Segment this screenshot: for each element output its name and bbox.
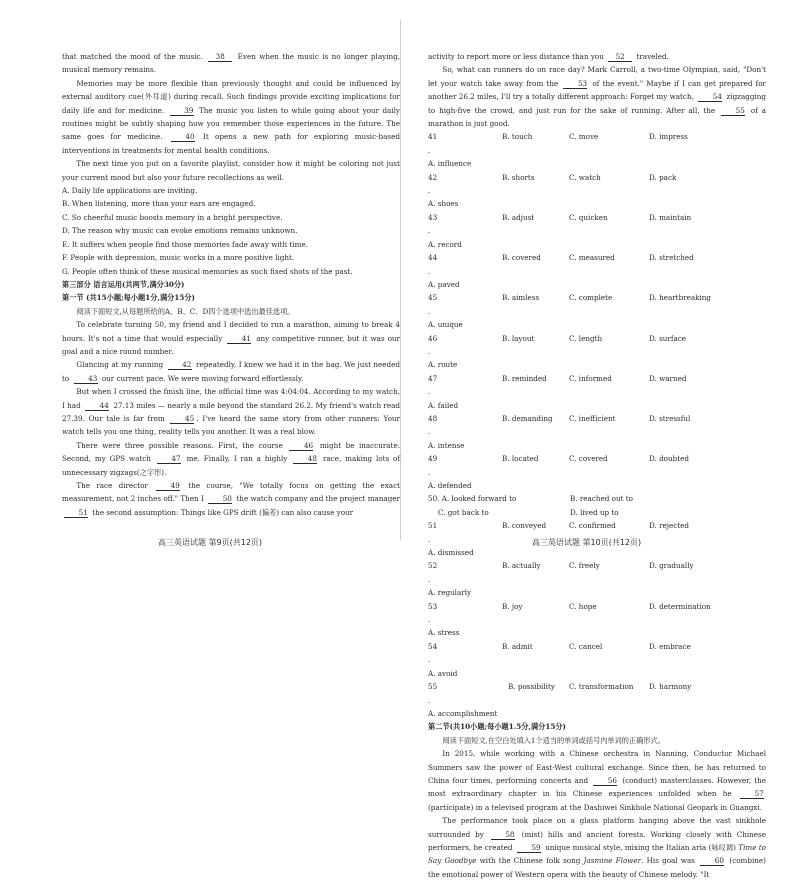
blank-38: 38 <box>208 52 232 62</box>
blank-57: 57 <box>740 789 764 799</box>
page-footer-left: 高三英语试题 第9页(共12页) <box>158 538 263 547</box>
blank-49: 49 <box>156 481 180 491</box>
page-9-column <box>62 50 400 519</box>
blank-40: 40 <box>171 132 195 142</box>
sentence-options <box>62 184 400 278</box>
blank-60: 60 <box>700 856 724 866</box>
question-row: 51 . A. dismissed B. conveyed C. confirmed D. rejected <box>428 521 690 558</box>
section-heading: 第一节 (共15小题;每小题1分,满分15分) <box>62 293 195 303</box>
blank-50: 50 <box>208 494 232 504</box>
cloze-paragraph: Glancing at my running 42 repeatedly, I knew we had it in the bag. We just needed to 43 our current pace. We were moving forward effortlessly. <box>62 360 401 383</box>
blank-48: 48 <box>293 454 317 464</box>
cloze-paragraph: There were three possible reasons. First, the course 46 might be inaccurate. Second, my GPS watch 47 me. Finally, I ran a highly 48 race, making lots of unnecessary zigzags(之字形). <box>62 440 400 477</box>
option-item: F. People with depression, music works in a more positive light. <box>62 253 295 263</box>
option-item: B. When listening, more than your ears are engaged. <box>62 199 256 209</box>
grammar-paragraph: The performance took place on a glass platform hanging above the vast sinkhole surrounded by 58 (mist) hills and ancient forests. Working closely with Chinese performers, he created 59 unique musical style, mixing the Italian aria (咏叹调) Time to Say Goodbye with the Chinese folk song Jasmine Flower. His goal was 60 (combine) the emotional power of Western opera with the beauty of Chinese melody. "It <box>428 816 767 879</box>
blank-43: 43 <box>74 374 98 384</box>
blank-39: 39 <box>170 106 194 116</box>
blank-59: 59 <box>517 843 541 853</box>
section-instruction: 阅读下面短文,在空白处填入1个适当的单词或括号内单词的正确形式。 <box>442 735 665 745</box>
option-item: E. It suffers when people find those memories fade away with time. <box>62 239 308 249</box>
question-row: C. got back to D. lived up to <box>438 507 619 517</box>
part-heading: 第三部分 语言运用(共两节,满分30分) <box>62 279 185 289</box>
option-item: D. The reason why music can evoke emotions remains unknown. <box>62 226 298 236</box>
question-row: 48 . A. intense B. demanding C. inefficient D. stressful <box>428 413 691 450</box>
reading-paragraph: Memories may be more flexible than previously thought and could be influenced by external auditory cue(外耳道) during recall. Such findings provide exciting implications for daily life and for medicine. 39 The music you listen to while going about your daily routines might be subtly shaping how you remember those experiences in the future. The same goes for medicine. 40 It opens a new path for exploring music-based interventions in treatments for mental health conditions. <box>62 78 400 155</box>
page-10-column <box>428 50 766 881</box>
blank-51: 51 <box>64 508 88 518</box>
question-row: 50. A. looked forward to B. reached out to <box>428 494 633 504</box>
blank-54: 54 <box>698 92 722 102</box>
cloze-paragraph: To celebrate turning 50, my friend and I decided to run a marathon, aiming to break 4 hours. It's not a time that would especially 41 any competitive runner, but it was our goal and a nice round number. <box>62 320 400 356</box>
blank-53: 53 <box>563 79 587 89</box>
question-row: 44 . A. paved B. covered C. measured D. stretched <box>428 253 694 289</box>
reading-paragraph: that matched the mood of the music. 38 Even when the music is no longer playing, musical memory remains. <box>62 52 400 75</box>
blank-44: 44 <box>85 401 109 411</box>
option-item: A. Daily life applications are inviting. <box>62 186 198 196</box>
option-item: G. People often think of these musical memories as such fixed shots of the past. <box>62 266 353 276</box>
blank-42: 42 <box>168 360 192 370</box>
page-divider <box>400 20 401 540</box>
blank-52: 52 <box>608 52 632 62</box>
grammar-paragraph: In 2015, while working with a Chinese orchestra in Nanning, Conductor Michael Summers saw the power of East-West cultural exchange. Since then, he has returned to China four times, performing concerts and 56 (conduct) masterclasses. However, the most extraordinary chapter in his Chinese experiences unfolded when he 57 (participate) in a televised program at the Dashiwei Sinkhole National Geopark in Guangxi. <box>428 749 766 812</box>
question-row: 43 . A. record B. adjust C. quicken D. maintain <box>428 212 692 249</box>
cloze-paragraph: activity to report more or less distance than you 52 traveled. <box>428 52 669 61</box>
question-row: 45 . A. unique B. aimless C. complete D. heartbreaking <box>428 293 712 330</box>
cloze-options <box>428 130 766 720</box>
blank-46: 46 <box>289 441 313 451</box>
question-row: 54 . A. avoid B. admit C. cancel D. embrace <box>428 641 691 678</box>
blank-58: 58 <box>491 830 515 840</box>
cloze-paragraph: So, what can runners do on race day? Mark Carroll, a two-time Olympian, said, "Don't let your watch take away from the 53 of the event." Maybe if I can get prepared for another 26.2 miles, I'll try a totally different approach: Forget my watch, 54 zigzagging to high-five the crowd, and just run for the sake of running. After all, the 55 of a marathon is just good. <box>428 65 766 129</box>
section-heading: 第二节(共10小题;每小题1.5分,满分15分) <box>428 722 566 732</box>
option-item: C. So cheerful music boosts memory in a bright perspective. <box>62 212 283 222</box>
question-row: 52 . A. regularly B. actually C. freely D. gradually <box>428 561 694 598</box>
question-row: 41 . A. influence B. touch C. move D. impress <box>428 132 688 169</box>
question-row: 53 . A. stress B. joy C. hope D. determination <box>428 601 711 638</box>
reading-paragraph: The next time you put on a favorite playlist, consider how it might be coloring not just your current mood but also your future recollections as well. <box>62 159 400 182</box>
blank-55: 55 <box>721 106 745 116</box>
question-row: 55 . A. accomplishment B. possibility C. transformation D. harmony <box>428 682 692 718</box>
question-row: 49 . A. defended B. located C. covered D. doubted <box>428 454 689 490</box>
section-instruction: 阅读下面短文,从每题所给的A、B、C、D四个选项中选出最佳选项。 <box>76 306 295 316</box>
question-row: 42 . A. shoes B. shorts C. watch D. pack <box>428 172 677 209</box>
blank-45: 45 <box>170 414 194 424</box>
cloze-paragraph: The race director 49 the course, "We totally focus on getting the exact measurement, not 2 inches off." Then I 50 the watch company and the project manager 51 the second assumption: Things like GPS drift (偏差) can also cause your <box>62 481 400 517</box>
page-footer-right: 高三英语试题 第10页(共12页) <box>532 538 642 547</box>
question-row: 46 . A. route B. layout C. length D. surface <box>428 333 687 370</box>
blank-56: 56 <box>593 776 617 786</box>
blank-47: 47 <box>157 454 181 464</box>
blank-41: 41 <box>227 334 251 344</box>
question-row: 47 . A. failed B. reminded C. informed D. warned <box>428 373 687 410</box>
cloze-paragraph: But when I crossed the finish line, the official time was 4:04:04. According to my watch, I had 44 27.13 miles — nearly a mile beyond the standard 26.2. My friend's watch read 27.39. Our tale is far from 45 . I've heard the same story from other runners: Your watch tells you one thing, reality tells you another. It was a real blow. <box>62 387 400 437</box>
